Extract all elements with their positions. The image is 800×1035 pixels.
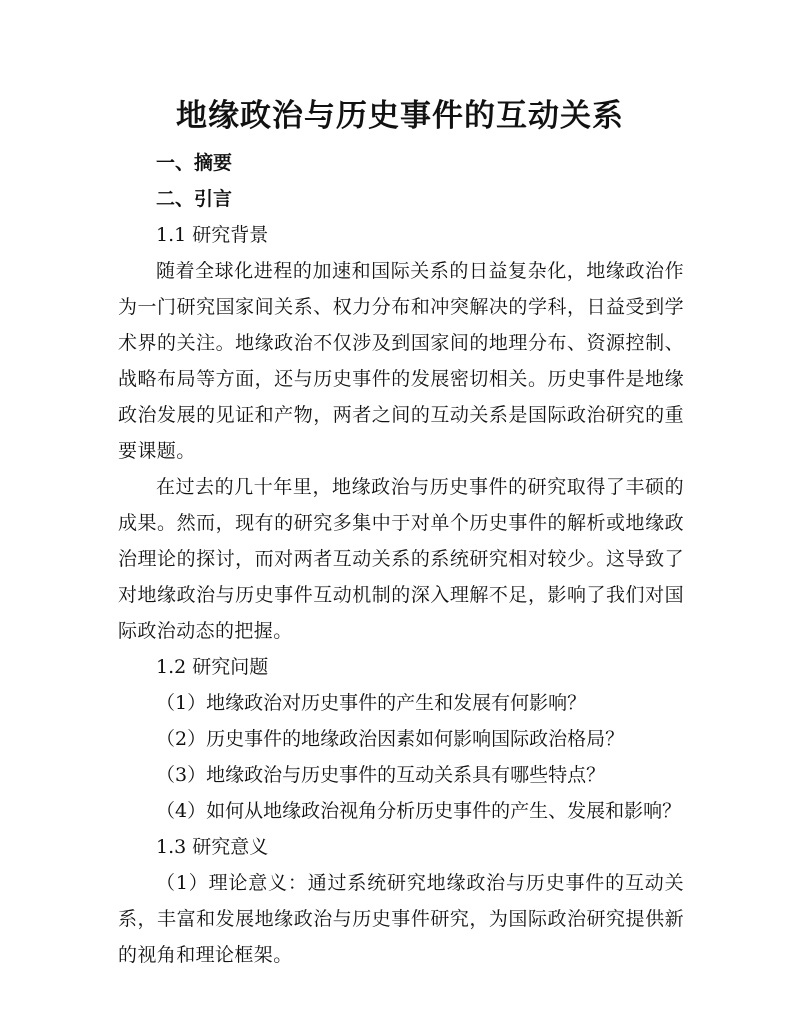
- heading-introduction: 二、引言: [156, 188, 233, 210]
- research-question-item: （1）地缘政治对历史事件的产生和发展有何影响？: [156, 692, 587, 714]
- paragraph-background-2: 在过去的几十年里，地缘政治与历史事件的研究取得了丰硕的成果。然而，现有的研究多集中于对单个历史事件的解析或地缘政治理论的探讨，而对两者互动关系的系统研究相对较少。这导致了对地缘政治与历史事件互动机制的深入理解不足，影响了我们对国际政治动态的把握。: [118, 476, 684, 642]
- document-title: 地缘政治与历史事件的互动关系: [176, 98, 624, 134]
- paragraph-background-1: 随着全球化进程的加速和国际关系的日益复杂化，地缘政治作为一门研究国家间关系、权力分布和冲突解决的学科，日益受到学术界的关注。地缘政治不仅涉及到国家间的地理分布、资源控制、战略布局等方面，还与历史事件的发展密切相关。历史事件是地缘政治发展的见证和产物，两者之间的互动关系是国际政治研究的重要课题。: [118, 260, 684, 462]
- subheading-research-background: 1.1 研究背景: [156, 224, 269, 246]
- research-question-item: （2）历史事件的地缘政治因素如何影响国际政治格局？: [156, 728, 625, 750]
- research-question-item: （4）如何从地缘政治视角分析历史事件的产生、发展和影响？: [156, 800, 682, 822]
- subheading-research-questions: 1.2 研究问题: [156, 656, 269, 678]
- heading-abstract: 一、摘要: [156, 152, 233, 174]
- paragraph-significance-1: （1）理论意义：通过系统研究地缘政治与历史事件的互动关系，丰富和发展地缘政治与历史事件研究，为国际政治研究提供新的视角和理论框架。: [118, 872, 684, 966]
- subheading-research-significance: 1.3 研究意义: [156, 836, 269, 858]
- document-body: [118, 145, 684, 973]
- research-question-item: （3）地缘政治与历史事件的互动关系具有哪些特点？: [156, 764, 606, 786]
